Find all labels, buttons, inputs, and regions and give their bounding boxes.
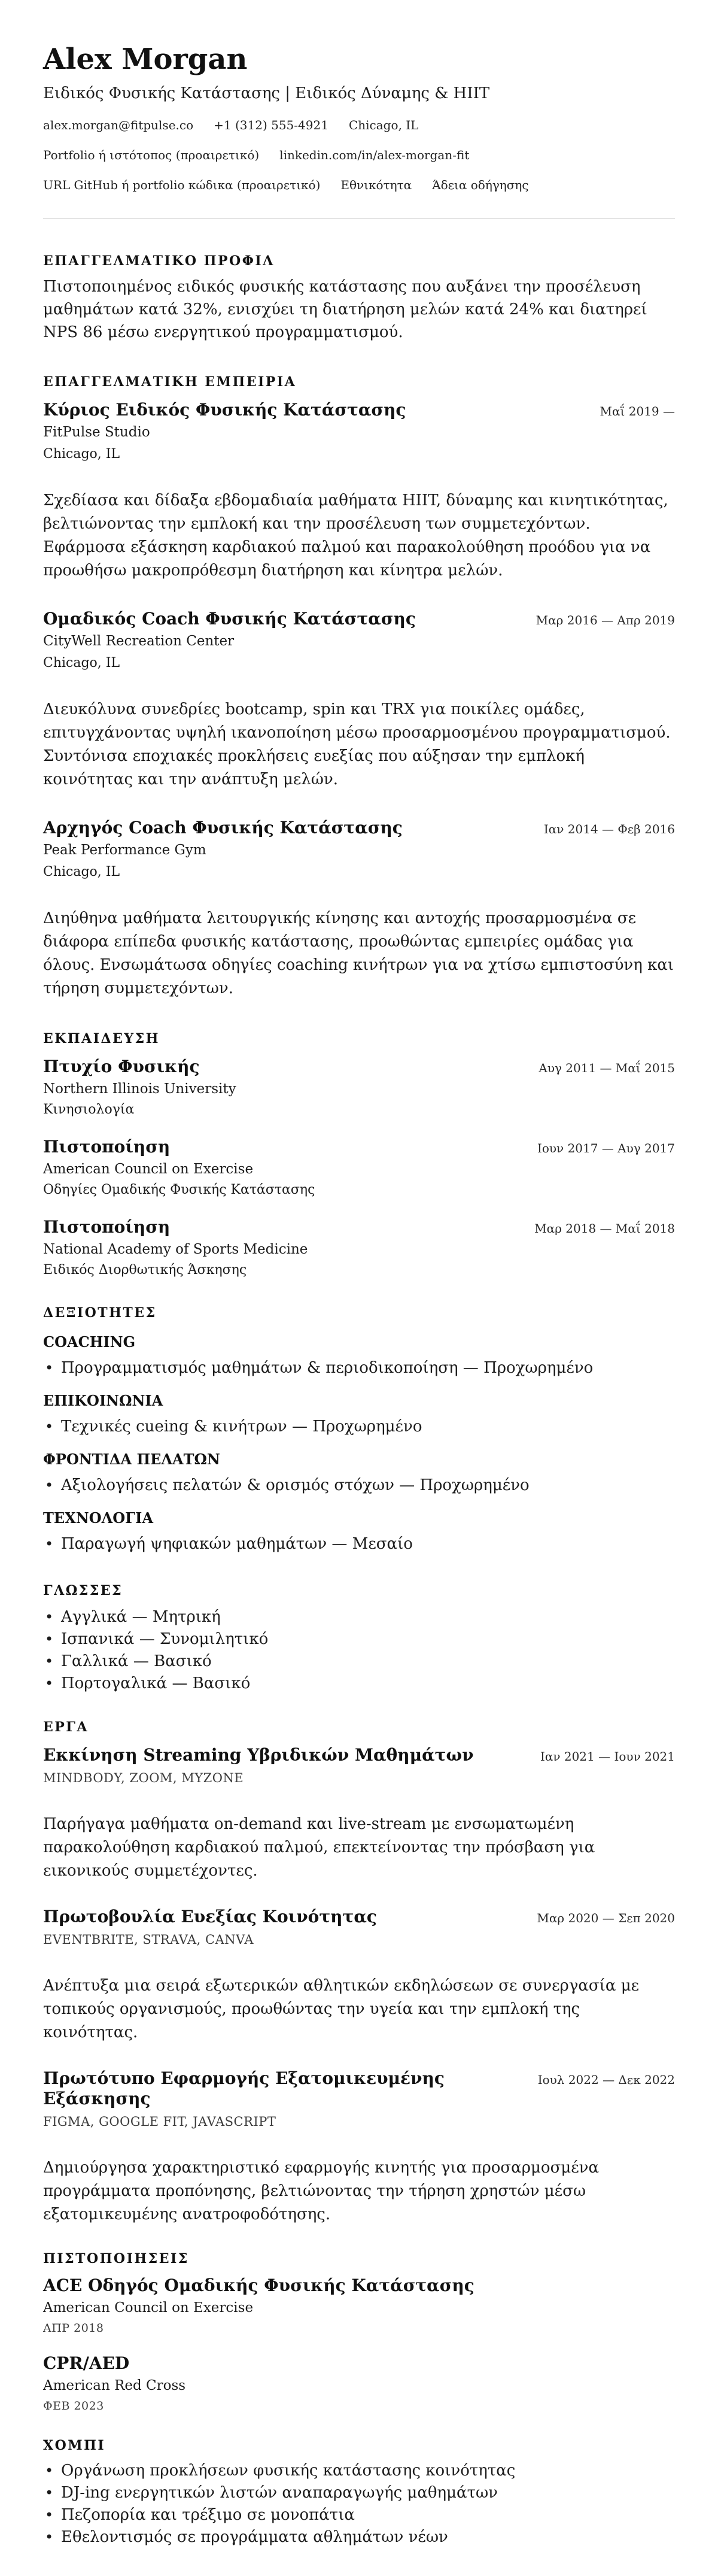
job-header (43, 609, 675, 629)
section-projects (43, 1719, 675, 2226)
skill-item: • Προγραμματισμός μαθημάτων & περιοδικοποίηση — Προχωρημένο (43, 1356, 675, 1380)
project-description: Δημιούργησα χαρακτηριστικό εφαρμογής κινητής για προσαρμοσμένα προγράμματα προπόνησης, βελτιώνοντας την τήρηση χρηστών μέσω εξατομικευμένης ανατροφοδότησης. (43, 2159, 600, 2223)
education-school: Northern Illinois University (43, 1081, 236, 1097)
skill-item: • Παραγωγή ψηφιακών μαθημάτων — Μεσαίο (43, 1532, 675, 1556)
project-header (43, 1745, 675, 1765)
section-experience (43, 374, 675, 1000)
skill-group-name: ΕΠΙΚΟΙΝΩΝΙΑ (43, 1392, 163, 1409)
skill-list (43, 1473, 675, 1497)
education-dates: Αυγ 2011 — Μαΐ 2015 (538, 1061, 675, 1075)
job-title: Ομαδικός Coach Φυσικής Κατάστασης (43, 609, 416, 629)
projects-heading: ΕΡΓΑ (43, 1719, 89, 1735)
project-title: Πρωτότυπο Εφαρμογής Εξατομικευμένης Εξάσκησης (43, 2068, 445, 2108)
section-hobbies (43, 2437, 675, 2548)
contact-row-1 (43, 117, 675, 133)
skill-item: • Τεχνικές cueing & κινήτρων — Προχωρημένο (43, 1415, 675, 1439)
skill-group (43, 1392, 675, 1439)
certification-issuer: American Red Cross (43, 2378, 186, 2393)
skill-group (43, 1333, 675, 1380)
job-description: Διηύθηνα μαθήματα λειτουργικής κίνησης και αντοχής προσαρμοσμένα σε διάφορα επίπεδα φυσικής κατάστασης, προωθώντας εμπειρίες ομάδας για όλους. Ενσωμάτωσα οδηγίες coaching κινήτρων για να χτίσω εμπιστοσύνη και τήρηση συμμετεχόντων. (43, 909, 674, 997)
job-entry (43, 818, 675, 1000)
job-location: Chicago, IL (43, 864, 120, 879)
section-certifications (43, 2250, 675, 2413)
project-entry (43, 1907, 675, 2044)
job-description: Σχεδίασα και δίδαξα εβδομαδιαία μαθήματα HIIT, δύναμης και κινητικότητας, βελτιώνοντας την εμπλοκή και την προσέλευση των συμμετεχόντων. Εφάρμοσα εξάσκηση καρδιακού παλμού και παρακολούθηση προόδου για να προωθήσω μακροπρόθεσμη διατήρηση και κίνητρα μελών. (43, 491, 668, 579)
job-entry (43, 400, 675, 582)
education-field: Ειδικός Διορθωτικής Άσκησης (43, 1263, 247, 1278)
hobby-list (43, 2460, 675, 2548)
job-dates: Μαρ 2016 — Απρ 2019 (536, 613, 675, 627)
project-tools: EVENTBRITE, STRAVA, CANVA (43, 1932, 254, 1947)
project-title: Εκκίνηση Streaming Υβριδικών Μαθημάτων (43, 1745, 474, 1765)
skill-group (43, 1509, 675, 1556)
job-title: Κύριος Ειδικός Φυσικής Κατάστασης (43, 400, 406, 420)
contact-nationality-placeholder: Εθνικότητα (340, 178, 412, 192)
language-item: • Αγγλικά — Μητρική (43, 1606, 675, 1628)
project-header (43, 1907, 675, 1927)
job-description: Διευκόλυνα συνεδρίες bootcamp, spin και TRX για ποικίλες ομάδες, επιτυγχάνοντας υψηλή ικανοποίηση μέσω προσαρμοσμένου προγραμματισμού. Συντόνισα εποχιακές προκλήσεις ευεξίας που αύξησαν την εμπλοκή κοινότητας και την ανάπτυξη μελών. (43, 700, 671, 788)
candidate-headline: Ειδικός Φυσικής Κατάστασης | Ειδικός Δύναμης & HIIT (43, 84, 490, 102)
certification-name: ACE Οδηγός Ομαδικής Φυσικής Κατάστασης (43, 2275, 474, 2295)
job-entry (43, 609, 675, 791)
certification-name: CPR/AED (43, 2353, 130, 2373)
education-header (43, 1057, 675, 1077)
certification-entry (43, 2275, 675, 2335)
job-dates: Ιαν 2014 — Φεβ 2016 (543, 822, 675, 836)
skill-item: • Αξιολογήσεις πελατών & ορισμός στόχων — Προχωρημένο (43, 1473, 675, 1497)
skill-list (43, 1356, 675, 1380)
contact-license-placeholder: Άδεια οδήγησης (432, 178, 529, 192)
section-education (43, 1030, 675, 1278)
skill-list (43, 1415, 675, 1439)
education-school: American Council on Exercise (43, 1161, 254, 1177)
certification-date: ΦΕΒ 2023 (43, 2399, 104, 2413)
hobby-item: • Εθελοντισμός σε προγράμματα αθλημάτων νέων (43, 2526, 675, 2548)
skill-group-name: ΤΕΧΝΟΛΟΓΙΑ (43, 1509, 154, 1527)
job-header (43, 400, 675, 420)
section-skills (43, 1304, 675, 1556)
contact-location: Chicago, IL (348, 118, 419, 132)
skills-heading: ΔΕΞΙΟΤΗΤΕΣ (43, 1305, 157, 1321)
contact-github-placeholder: URL GitHub ή portfolio κώδικα (προαιρετικό) (43, 178, 321, 192)
certifications-heading: ΠΙΣΤΟΠΟΙΗΣΕΙΣ (43, 2251, 189, 2266)
job-location: Chicago, IL (43, 656, 120, 670)
education-field: Κινησιολογία (43, 1102, 135, 1117)
profile-heading: ΕΠΑΓΓΕΛΜΑΤΙΚΟ ΠΡΟΦΙΛ (43, 253, 275, 269)
hobbies-heading: ΧΟΜΠΙ (43, 2438, 106, 2453)
hobby-item: • Πεζοπορία και τρέξιμο σε μονοπάτια (43, 2504, 675, 2526)
project-entry (43, 1745, 675, 1883)
education-degree: Πιστοποίηση (43, 1217, 171, 1237)
education-dates: Ιουν 2017 — Αυγ 2017 (537, 1141, 675, 1155)
project-description: Ανέπτυξα μια σειρά εξωτερικών αθλητικών εκδηλώσεων σε συνεργασία με τοπικούς οργανισμούς, προωθώντας την υγεία και την εμπλοκή της κοινότητας. (43, 1977, 640, 2041)
profile-text: Πιστοποιημένος ειδικός φυσικής κατάστασης που αυξάνει την προσέλευση μαθημάτων κατά 32%, ενισχύει τη διατήρηση μελών κατά 24% και διατηρεί NPS 86 μέσω ενεργητικού προγραμματισμού. (43, 278, 647, 341)
language-item: • Γαλλικά — Βασικό (43, 1650, 675, 1673)
resume-header (43, 42, 675, 193)
education-field: Οδηγίες Ομαδικής Φυσικής Κατάστασης (43, 1182, 315, 1197)
language-item: • Πορτογαλικά — Βασικό (43, 1673, 675, 1695)
languages-heading: ΓΛΩΣΣΕΣ (43, 1583, 123, 1598)
job-company: Peak Performance Gym (43, 842, 206, 858)
project-description: Παρήγαγα μαθήματα on-demand και live-stream με ενσωματωμένη παρακολούθηση καρδιακού παλμού, επεκτείνοντας την πρόσβαση για εικονικούς συμμετέχοντες. (43, 1815, 595, 1880)
job-location: Chicago, IL (43, 447, 120, 462)
language-list (43, 1606, 675, 1695)
skill-group (43, 1451, 675, 1497)
certification-date: ΑΠΡ 2018 (43, 2322, 104, 2335)
candidate-name: Alex Morgan (43, 43, 248, 76)
hobby-item: • DJ-ing ενεργητικών λιστών αναπαραγωγής μαθημάτων (43, 2482, 675, 2504)
contact-phone: +1 (312) 555-4921 (214, 118, 328, 132)
contact-linkedin: linkedin.com/in/alex-morgan-fit (279, 148, 470, 162)
project-tools: FIGMA, GOOGLE FIT, JAVASCRIPT (43, 2114, 276, 2129)
project-tools: MINDBODY, ZOOM, MYZONE (43, 1771, 244, 1785)
education-entry (43, 1057, 675, 1118)
job-company: CityWell Recreation Center (43, 633, 235, 649)
project-dates: Ιαν 2021 — Ιουν 2021 (540, 1749, 675, 1764)
project-dates: Μαρ 2020 — Σεπ 2020 (537, 1911, 675, 1925)
project-title: Πρωτοβουλία Ευεξίας Κοινότητας (43, 1907, 377, 1926)
project-entry (43, 2068, 675, 2226)
education-school: National Academy of Sports Medicine (43, 1242, 308, 1257)
education-dates: Μαρ 2018 — Μαΐ 2018 (534, 1221, 675, 1236)
experience-heading: ΕΠΑΓΓΕΛΜΑΤΙΚΗ ΕΜΠΕΙΡΙΑ (43, 374, 297, 390)
job-dates: Μαΐ 2019 — (600, 404, 675, 418)
contact-row-2 (43, 147, 675, 163)
education-degree: Πιστοποίηση (43, 1137, 171, 1157)
skill-group-name: COACHING (43, 1333, 136, 1351)
certification-entry (43, 2353, 675, 2413)
certification-issuer: American Council on Exercise (43, 2300, 254, 2316)
education-header (43, 1217, 675, 1237)
skill-group-name: ΦΡΟΝΤΙΔΑ ΠΕΛΑΤΩΝ (43, 1451, 220, 1468)
contact-email: alex.morgan@fitpulse.co (43, 118, 194, 132)
project-header (43, 2068, 675, 2109)
hobby-item: • Οργάνωση προκλήσεων φυσικής κατάστασης κοινότητας (43, 2460, 675, 2482)
contact-row-3 (43, 177, 675, 193)
education-entry (43, 1137, 675, 1198)
language-item: • Ισπανικά — Συνομιλητικό (43, 1628, 675, 1650)
skill-list (43, 1532, 675, 1556)
job-company: FitPulse Studio (43, 424, 150, 440)
section-languages (43, 1582, 675, 1695)
section-profile (43, 253, 675, 344)
education-heading: ΕΚΠΑΙΔΕΥΣΗ (43, 1031, 160, 1046)
contact-portfolio-placeholder: Portfolio ή ιστότοπος (προαιρετικό) (43, 148, 260, 162)
job-header (43, 818, 675, 838)
job-title: Αρχηγός Coach Φυσικής Κατάστασης (43, 818, 403, 838)
education-degree: Πτυχίο Φυσικής (43, 1057, 200, 1076)
education-entry (43, 1217, 675, 1278)
project-dates: Ιουλ 2022 — Δεκ 2022 (537, 2073, 675, 2087)
education-header (43, 1137, 675, 1157)
